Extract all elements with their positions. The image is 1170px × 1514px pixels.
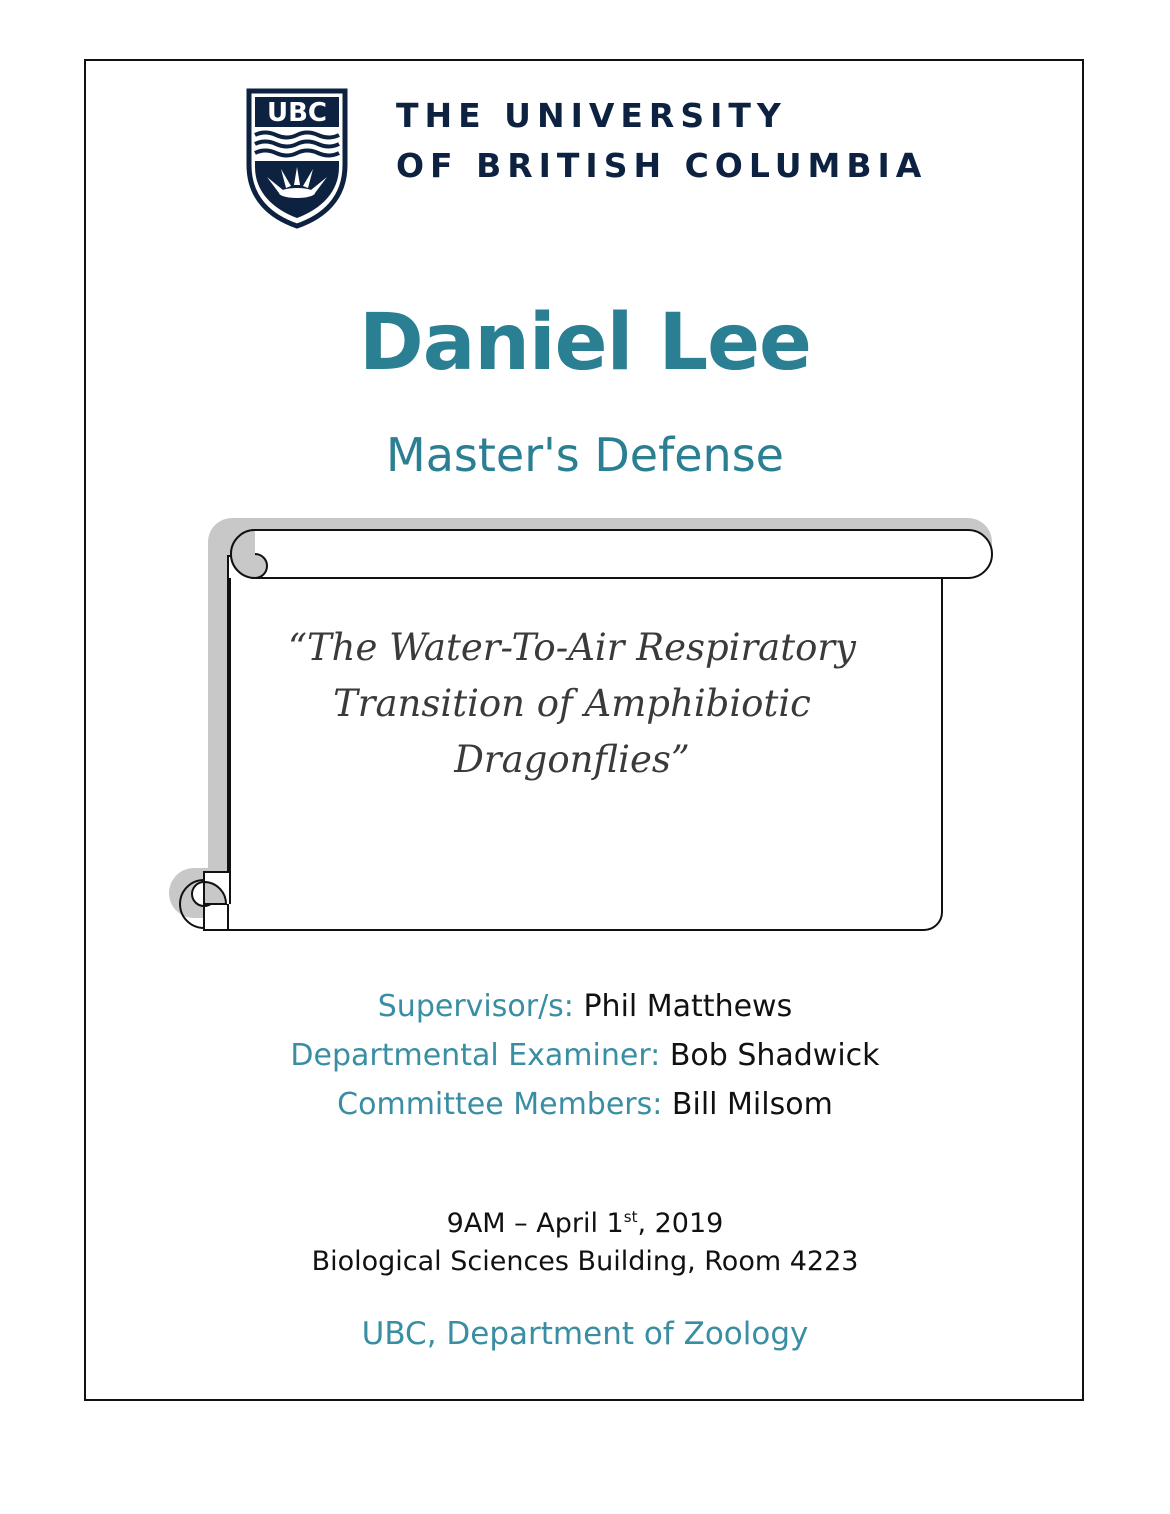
event-time: 9AM – April 1 (446, 1208, 624, 1239)
university-name-line-1: THE UNIVERSITY (396, 96, 787, 135)
committee-members-row (0, 1080, 1170, 1129)
event-type: Master's Defense (386, 428, 784, 482)
supervisor-label: Supervisor/s: (377, 989, 574, 1024)
event-location: Biological Sciences Building, Room 4223 (311, 1246, 859, 1277)
university-name-line-2: OF BRITISH COLUMBIA (396, 146, 928, 185)
candidate-name: Daniel Lee (359, 298, 811, 388)
svg-text:UBC: UBC (266, 98, 328, 128)
examiner-name: Bob Shadwick (669, 1038, 880, 1073)
committee-list (0, 982, 1170, 1129)
thesis-title-line-3: Dragonflies” (454, 738, 690, 781)
event-datetime (0, 1198, 1170, 1243)
committee-members-label: Committee Members: (337, 1087, 663, 1122)
ubc-logo (245, 87, 349, 229)
examiner-row (0, 1031, 1170, 1080)
committee-members-names: Bill Milsom (671, 1087, 833, 1122)
thesis-title (272, 620, 872, 788)
supervisor-row (0, 982, 1170, 1031)
supervisor-name: Phil Matthews (583, 989, 793, 1024)
date-ordinal-suffix: st (623, 1208, 638, 1226)
thesis-title-line-1: “The Water-To-Air Respiratory (288, 626, 856, 669)
examiner-label: Departmental Examiner: (290, 1038, 661, 1073)
event-details (0, 1198, 1170, 1281)
department-name: UBC, Department of Zoology (361, 1316, 809, 1352)
thesis-title-line-2: Transition of Amphibiotic (333, 682, 811, 725)
event-year: , 2019 (637, 1208, 724, 1239)
